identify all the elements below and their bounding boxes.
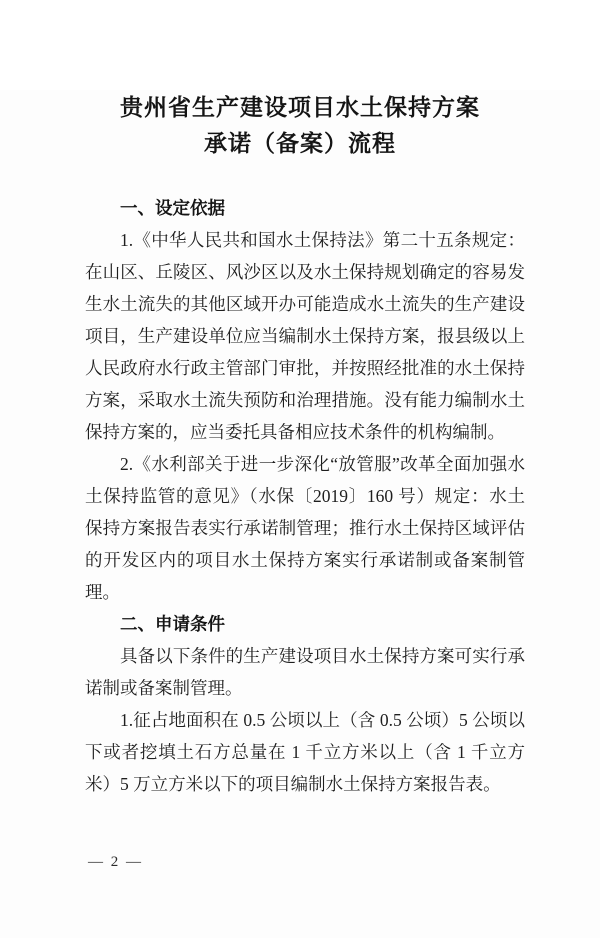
document-title-line-1: 贵州省生产建设项目水土保持方案 (120, 95, 480, 120)
section-1-paragraph-1: 1.《中华人民共和国水土保持法》第二十五条规定：在山区、丘陵区、风沙区以及水土保持规划确定的容易发生水土流失的其他区域开办可能造成水土流失的生产建设项目，生产建设单位应当编制水土保持方案，报县级以上人民政府水行政主管部门审批，并按照经批准的水土保持方案，采取水土流失预防和治理措施。没有能力编制水土保持方案的，应当委托具备相应技术条件的机构编制。 (85, 230, 525, 442)
section-2-heading: 二、申请条件 (120, 614, 225, 634)
document-title-line-2: 承诺（备案）流程 (204, 131, 396, 156)
document-page (0, 90, 600, 938)
section-1-heading: 一、设定依据 (120, 198, 225, 218)
section-1-paragraph-2: 2.《水利部关于进一步深化“放管服”改革全面加强水土保持监管的意见》（水保〔2019〕160 号）规定：水土保持方案报告表实行承诺制管理；推行水土保持区域评估的开发区内的项目水土保持方案实行承诺制或备案制管理。 (85, 454, 525, 602)
section-2-paragraph-2: 1.征占地面积在 0.5 公顷以上（含 0.5 公顷）5 公顷以下或者挖填土石方总量在 1 千立方米以上（含 1 千立方米）5 万立方米以下的项目编制水土保持方案报告表。 (85, 710, 525, 794)
section-2-paragraph-1: 具备以下条件的生产建设项目水土保持方案可实行承诺制或备案制管理。 (85, 646, 525, 698)
page-number: — 2 — (88, 854, 143, 870)
document-body (85, 192, 525, 800)
document-title (0, 90, 600, 162)
